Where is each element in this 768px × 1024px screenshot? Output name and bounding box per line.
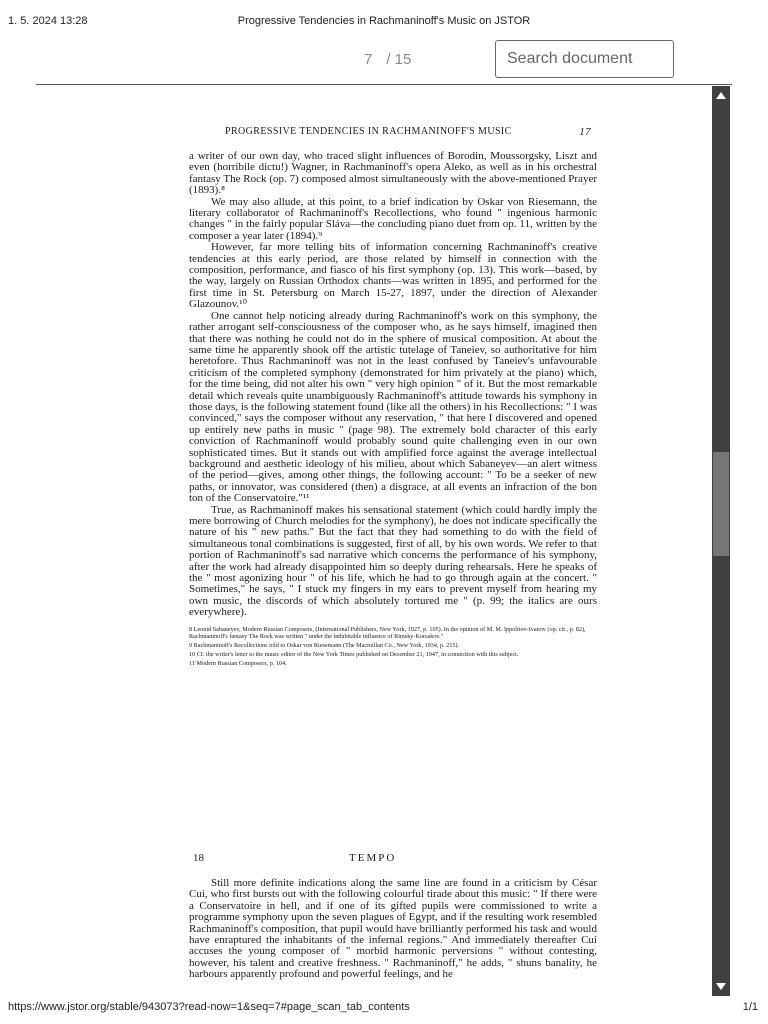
running-head-title: TEMPO — [349, 852, 397, 864]
paragraph: a writer of our own day, who traced slight influences of Borodin, Moussorgsky, Liszt and even (horribile dictu!) Wagner, in Rachmaninoff's opera Aleko, as well as in his orchestral fantasy The Rock (op. 7) composed almost simultaneously with the above-mentioned Prayer (1893).⁸ — [189, 150, 597, 197]
document-page-18 — [189, 850, 597, 981]
paragraph: True, as Rachmaninoff makes his sensational statement (which could hardly imply the mere borrowing of Church melodies for the symphony), he does not indicate specifically the nature of his " new paths." But the fact that they had something to do with the field of simultaneous tonal combinations is suggested, first of all, by his own words. We refer to that portion of Rachmaninoff's sad narrative which concerns the performance of his symphony, after the work had already disappointed him so deeply during rehearsals. Here he speaks of the " most agonizing hour " of his life, which he had to go through again at the concert. " Sometimes," he says, " I stuck my fingers in my ears to prevent myself from hearing my own music, the discords of which absolutely tortured me " (p. 99; the italics are ours everywhere). — [189, 503, 597, 619]
footnote: 9 Rachmaninoff's Recollections told to Oskar von Riesemann (The Macmillan Co., New York, 1934, p. 215). — [189, 642, 460, 650]
page-body — [189, 878, 597, 981]
scroll-up-arrow-icon[interactable] — [716, 92, 726, 99]
paragraph: We may also allude, at this point, to a brief indication by Oskar von Riesemann, the literary collaborator of Rachmaninoff's Recollections, who found " ingenious harmonic changes " in the fairly popular Sláva—the concluding piano duet from op. 11, written by the composer a year later (1894).⁹ — [189, 195, 597, 242]
search-document-input[interactable]: Search document — [495, 40, 674, 78]
print-header — [0, 0, 768, 30]
running-head-title: PROGRESSIVE TENDENCIES IN RACHMANINOFF'S MUSIC — [225, 126, 512, 137]
footnote: 11 Modern Russian Composers, p. 104. — [189, 660, 287, 668]
running-head — [189, 850, 597, 878]
current-page-input[interactable]: 7 — [364, 51, 373, 68]
document-viewer — [36, 84, 732, 997]
print-page-title: Progressive Tendencies in Rachmaninoff's Music on JSTOR — [237, 15, 531, 27]
page-navigation — [364, 51, 411, 68]
footnote: 8 Leonid Sabaneyev, Modern Russian Composers, (International Publishers, New York, 1927, p. 105). In the opinion of M. M. Ippolitov-Ivanov (op. cit., p. 82), Rachmaninoff's fantasy The Rock was written " under the indubitable influence of Rimsky-Korsakov." — [189, 625, 586, 640]
print-timestamp: 1. 5. 2024 13:28 — [8, 15, 88, 27]
vertical-scrollbar[interactable] — [712, 86, 730, 996]
running-head — [189, 123, 597, 151]
print-footer-page-count: 1/1 — [742, 1001, 758, 1013]
paragraph: Still more definite indications along the same line are found in a criticism by César Cui, who first bursts out with the following colourful tirade about this music: " If there were a Conservatoire in hell, and if one of its gifted pupils were commissioned to write a programme symphony upon the seven plagues of Egypt, and if the resulting work resembled Rachmaninoff's composition, that pupil would have brilliantly performed his task and would have enraptured the inhabitants of the infernal regions." And immediately thereafter Cui accuses the young composer of " morbid harmonic perversions " without contesting, however, his talent and creative freshness. " Rachmaninoff," he adds, " shuns banality, he harbours apparently profound and powerful feelings, and he — [189, 877, 597, 981]
scroll-down-arrow-icon[interactable] — [716, 983, 726, 990]
page-number: 18 — [193, 852, 204, 864]
footnotes — [189, 626, 597, 668]
scrollbar-thumb[interactable] — [713, 452, 729, 556]
page-number: 17 — [579, 126, 591, 138]
document-page-17 — [189, 123, 597, 670]
print-footer-url: https://www.jstor.org/stable/943073?read-now=1&seq=7#page_scan_tab_contents — [8, 1001, 410, 1013]
page-body — [189, 151, 597, 619]
total-pages: / 15 — [386, 51, 412, 68]
paragraph: However, far more telling bits of information concerning Rachmaninoff's creative tendencies at this early period, are those related by himself in connection with the composition, performance, and fiasco of his first symphony (op. 13). This work—based, by the way, largely on Russian Orthodox chants—was written in 1895, and performed for the first time in St. Petersburg on March 15-27, 1897, under the direction of Alexander Glazounov.¹⁰ — [189, 241, 597, 311]
paragraph: One cannot help noticing already during Rachmaninoff's work on this symphony, the rather arrogant self-consciousness of the composer who, as he says himself, imagined then that there was nothing he could not do in the sphere of musical composition. At about the same time he apparently shook off the artistic tutelage of Taneiev, so authoritative for him heretofore. Thus Rachmaninoff was not in the least confused by Taneiev's unfavourable criticism of the completed symphony (demonstrated for him privately at the piano) which, for the time being, did not alter his own " very high opinion " of it. But the most remarkable detail which reveals quite unambiguously Rachmaninoff's attitude towards his symphony in those days, is the following statement found (like all the others) in his Recollections: " I was convinced," says the composer without any reservation, " that here I discovered and opened up entirely new paths in music " (page 98). The extremely bold character of this early conviction of Rachmaninoff would probably sound quite challenging even in our own sophisticated times. But it stands out with amplified force against the average intellectual background and aesthetic ideology of his milieu, about which Sabaneyev—an alert witness of the period—gives, among other things, the following account: " To be a seeker of new paths, or innovator, was considered (then) a disgrace, at all events an infraction of the bon ton of the Conservatoire."¹¹ — [189, 309, 597, 505]
footnote: 10 Cf. the writer's letter to the music editor of the New York Times published on December 21, 1947, in connection with this subject. — [189, 651, 519, 659]
